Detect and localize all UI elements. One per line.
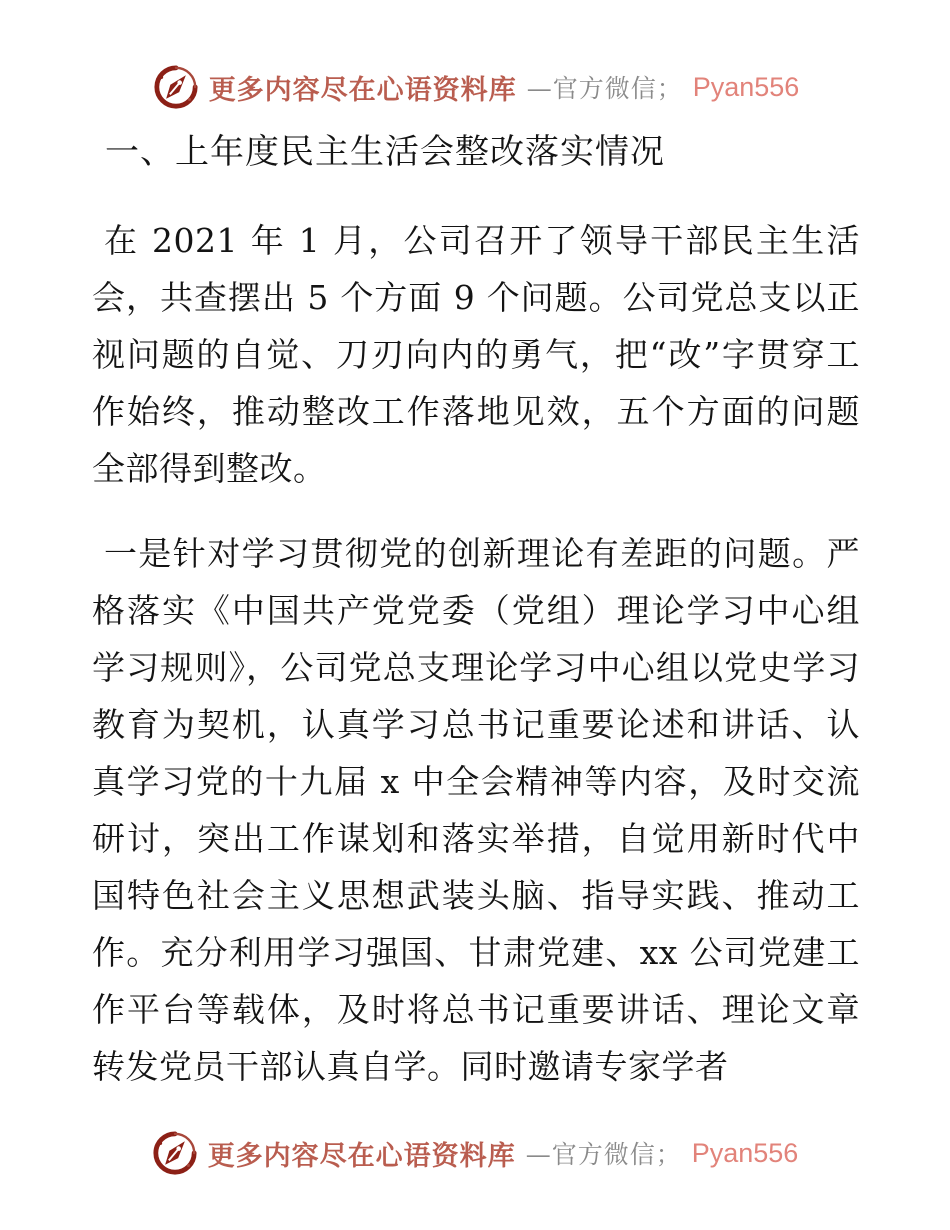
footer-brand <box>0 1128 950 1178</box>
section-heading: 一、上年度民主生活会整改落实情况 <box>105 132 665 172</box>
brand-wechat-id: Pyan556 <box>691 1137 799 1168</box>
brand-separator: —官方微信； <box>525 1140 682 1169</box>
pen-nib-swirl-logo-icon <box>153 64 199 110</box>
brand-wechat-id: Pyan556 <box>692 71 800 102</box>
brand-separator: —官方微信； <box>526 74 683 103</box>
pen-nib-swirl-logo-icon <box>152 1130 198 1176</box>
header-brand <box>92 62 860 112</box>
brand-title: 更多内容尽在心语资料库 <box>208 74 517 106</box>
paragraph-2: 一是针对学习贯彻党的创新理论有差距的问题。严格落实《中国共产党党委（党组）理论学习中心组学习规则》，公司党总支理论学习中心组以党史学习教育为契机，认真学习总书记重要论述和讲话、认真学习党的十九届 x 中全会精神等内容，及时交流研讨，突出工作谋划和落实举措，自觉用新时代中国特色社会主义思想武装头脑、指导实践、推动工作。充分利用学习强国、甘肃党建、xx 公司党建工作平台等载体，及时将总书记重要讲话、理论文章转发党员干部认真自学。同时邀请专家学者 <box>92 534 860 1086</box>
brand-title: 更多内容尽在心语资料库 <box>207 1140 516 1172</box>
paragraph-1: 在 2021 年 1 月，公司召开了领导干部民主生活会，共查摆出 5 个方面 9 个问题。公司党总支以正视问题的自觉、刀刃向内的勇气，把“改”字贯穿工作始终，推动整改工作落地见效，五个方面的问题全部得到整改。 <box>92 221 860 488</box>
